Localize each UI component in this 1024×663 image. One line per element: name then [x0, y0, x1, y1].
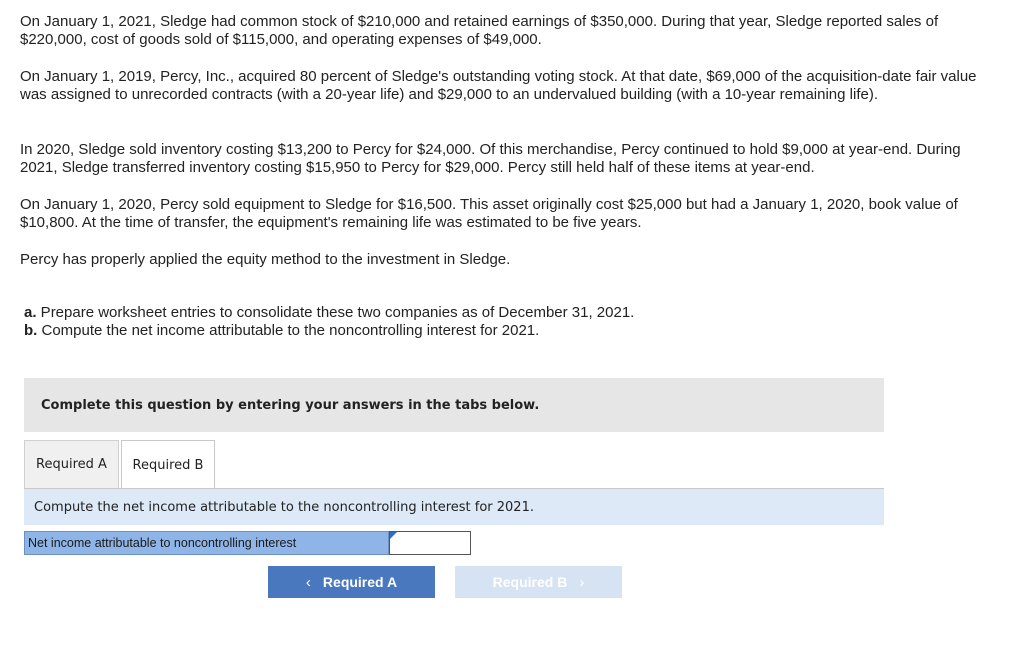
chevron-left-icon: ‹ — [305, 573, 311, 591]
question-prompt-text: Compute the net income attributable to the noncontrolling interest for 2021. — [34, 499, 534, 515]
tab-required-a-label: Required A — [36, 457, 107, 472]
problem-paragraph-3: In 2020, Sledge sold inventory costing $13,200 to Percy for $24,000. Of this merchandise, Percy continued to hold $9,000 at year-end. During 2021, Sledge transferred inventory costing $15,950 to Percy for $29,000. Percy still held half of these items at year-end. — [20, 141, 961, 176]
answer-label-text: Net income attributable to noncontrolling interest — [28, 536, 297, 550]
instructions-text: Complete this question by entering your answers in the tabs below. — [41, 397, 540, 413]
requirement-a — [24, 304, 924, 322]
problem-paragraph-5: Percy has properly applied the equity method to the investment in Sledge. — [20, 251, 511, 268]
tab-required-b-label: Required B — [132, 457, 204, 473]
requirement-b-text: Compute the net income attributable to the noncontrolling interest for 2021. — [37, 322, 540, 339]
prev-button-label: Required A — [322, 574, 398, 590]
problem-paragraph-2: On January 1, 2019, Percy, Inc., acquired 80 percent of Sledge's outstanding voting stock. At that date, $69,000 of the acquisition-date fair value was assigned to unrecorded contracts (with a 20-year life) and $29,000 to an undervalued building (with a 10-year remaining life). — [20, 68, 977, 103]
answer-row — [24, 531, 472, 555]
question-prompt — [24, 489, 884, 525]
next-button-label: Required B — [492, 574, 568, 590]
instructions-banner — [24, 378, 884, 432]
input-flag-icon — [390, 532, 397, 539]
next-required-b-button[interactable] — [455, 566, 622, 598]
problem-paragraph-1: On January 1, 2021, Sledge had common stock of $210,000 and retained earnings of $350,000. During that year, Sledge reported sales of $220,000, cost of goods sold of $115,000, and operating expenses of $49,000. — [20, 13, 939, 48]
tab-required-b[interactable] — [121, 440, 215, 489]
tab-required-a[interactable] — [24, 440, 119, 488]
requirement-a-label: a. — [24, 304, 37, 321]
answer-label — [24, 531, 389, 555]
problem-paragraph-4: On January 1, 2020, Percy sold equipment to Sledge for $16,500. This asset originally cost $25,000 but had a January 1, 2020, book value of $10,800. At the time of transfer, the equipment's remaining life was estimated to be five years. — [20, 196, 958, 231]
requirement-b-label: b. — [24, 322, 38, 339]
requirement-b — [24, 322, 924, 340]
nci-income-input[interactable] — [389, 531, 471, 555]
chevron-right-icon: › — [579, 573, 585, 591]
requirement-a-text: Prepare worksheet entries to consolidate these two companies as of December 31, 2021. — [36, 304, 635, 321]
prev-required-a-button[interactable] — [268, 566, 435, 598]
